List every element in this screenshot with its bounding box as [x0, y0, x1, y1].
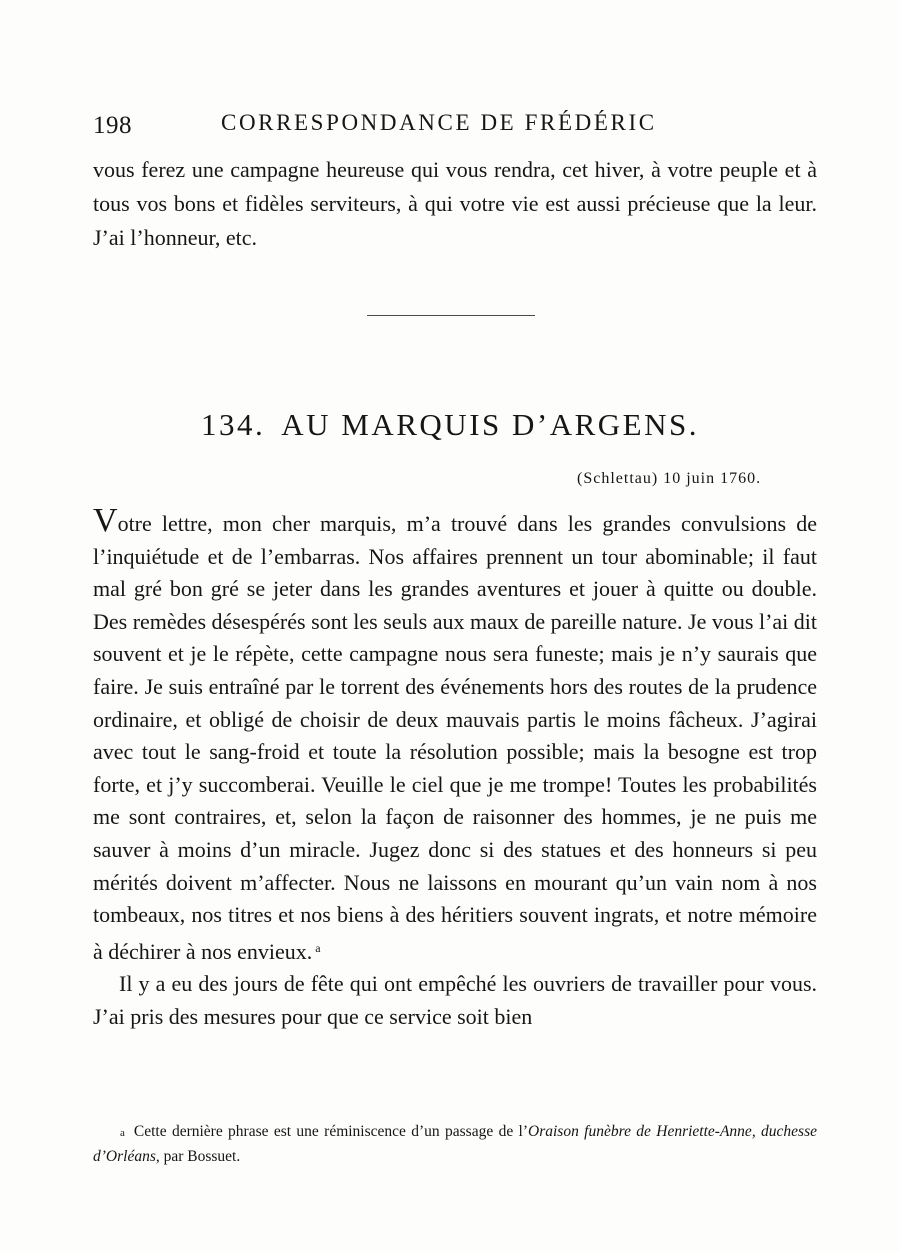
- letter-number: 134.: [201, 407, 266, 442]
- page-number: 198: [93, 112, 132, 139]
- footnote-text-before: Cette dernière phrase est une réminiscence d’un passage de l’: [133, 1123, 529, 1140]
- continuation-paragraph: [93, 153, 817, 255]
- drop-cap: V: [93, 502, 118, 539]
- paragraph-1-text: otre lettre, mon cher marquis, m’a trouvé dans les grandes convulsions de l’inquiétude et de l’embarras. Nos affaires prennent un tour abominable; il faut mal gré bon gré se jeter dans les grandes aventures et jouer à quitte ou double. Des remèdes désespérés sont les seuls aux maux de pareille nature. Je vous l’ai dit souvent et je le répète, cette campagne nous sera funeste; mais je n’y saurais que faire. Je suis entraîné par le torrent des événements hors des routes de la prudence ordinaire, et obligé de choisir de deux mauvais partis le moins fâcheux. J’agirai avec tout le sang-froid et toute la résolution possible; mais la besogne est trop forte, et j’y succomberai. Veuille le ciel que je me trompe! Toutes les probabilités me sont contraires, et, selon la façon de raisonner des hommes, je ne puis me sauver à moins d’un miracle. Jugez donc si des statues et des honneurs si peu mérités doivent m’affecter. Nous ne laissons en mourant qu’un vain nom à nos tombeaux, nos titres et nos biens à des héritiers souvent ingrats, et notre mémoire à déchirer à nos envieux.: [93, 511, 817, 964]
- continuation-text: vous ferez une campagne heureuse qui vous rendra, cet hiver, à votre peuple et à tous vos bons et fidèles serviteurs, à qui votre vie est aussi précieuse que la leur. J’ai l’honneur, etc.: [93, 157, 817, 250]
- footnote-reference[interactable]: a: [315, 940, 321, 955]
- letter-title: AU MARQUIS D’ARGENS.: [281, 407, 699, 442]
- footnote: [93, 1120, 817, 1169]
- running-head: [93, 108, 793, 140]
- letter-paragraph-1: [93, 502, 817, 968]
- letter-heading: [0, 407, 900, 443]
- footnote-marker: a: [120, 1127, 125, 1139]
- letter-dateline: (Schlettau) 10 juin 1760.: [577, 470, 762, 487]
- running-title: CORRESPONDANCE DE FRÉDÉRIC: [221, 110, 657, 135]
- letter-body: [93, 502, 817, 1034]
- footnote-italic-title: Oraison funèbre de Henriette-Anne, duchesse d’Orléans: [93, 1123, 817, 1165]
- letter-paragraph-2: Il y a eu des jours de fête qui ont empêché les ouvriers de travailler pour vous. J’ai pris des mesures pour que ce service soit bien: [93, 971, 817, 1029]
- footnote-text-after: , par Bossuet.: [155, 1148, 241, 1165]
- section-divider: [367, 315, 535, 316]
